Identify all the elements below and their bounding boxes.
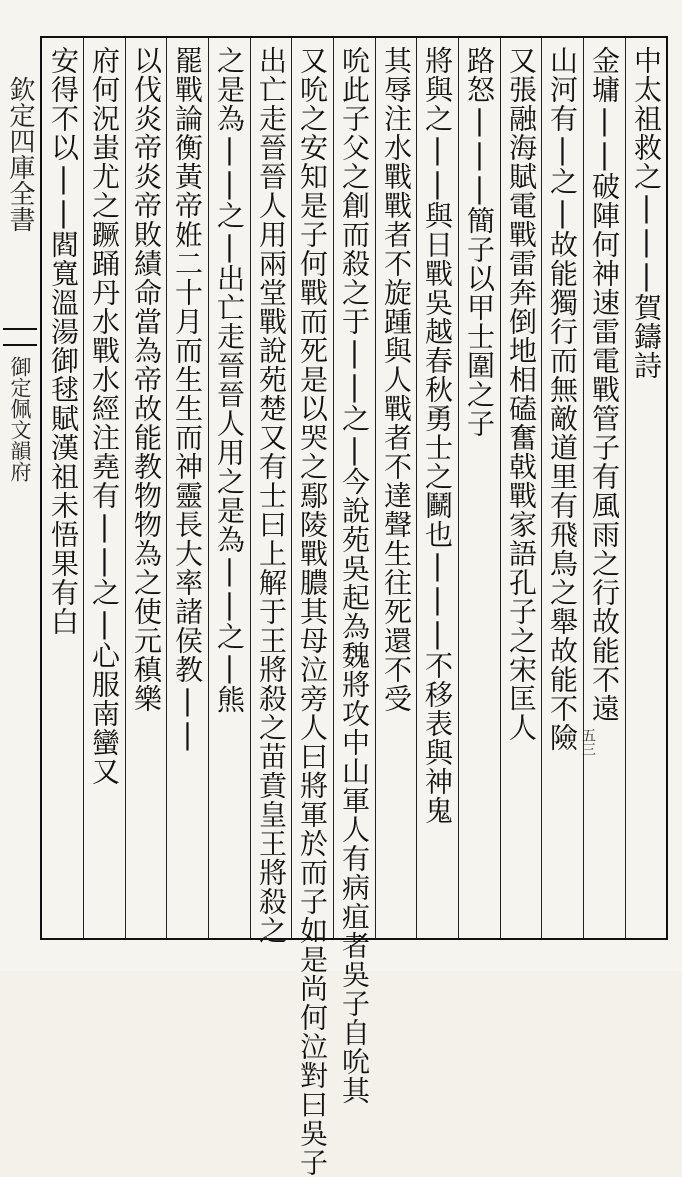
- text-column: 其辱注水戰戰者不旋踵與人戰者不達聲生往死還不受: [380, 46, 413, 713]
- gutter-volume-title: 御定佩文韻府: [8, 356, 32, 482]
- text-column: 之是為||之|出亡走晉晉人用之是為||之|熊: [213, 46, 246, 714]
- text-column: 中太祖救之|||賀鑄詩: [630, 46, 663, 380]
- text-frame: [40, 36, 668, 1177]
- text-column: 安得不以||閻寬溫湯御毬賦漢祖未悟果有白: [47, 46, 80, 636]
- text-column: 山河有|之|故能獨行而無敵道里有飛鳥之舉故能不險: [546, 46, 579, 752]
- text-column: 出亡走晉晉人用兩堂戰說苑楚又有士曰上解于王將殺之苗賁皇王將殺之: [255, 46, 288, 945]
- text-column: 以伐炎帝炎帝敗績命當為帝故能教物物為之使元稹樂: [130, 46, 163, 713]
- text-column: 路怒|||簡子以甲士圍之子: [463, 46, 496, 438]
- text-column: 金墉||破陣何神速雷電戰管子有風雨之行故能不遠: [588, 46, 621, 723]
- text-column: 吮此子父之創而殺之于||之|今說苑吳起為魏將攻中山軍人有病疽者吳子自吮其: [338, 46, 371, 1105]
- text-column: 將與之||與日戰吳越春秋勇士之鬭也|||不移表與神鬼: [421, 46, 454, 825]
- text-column: 又吮之安知是子何戰而死是以哭之鄢陵戰膿其母泣旁人曰將軍於而子如是尚何泣對曰吳子: [296, 46, 329, 1177]
- page-number: 五三: [580, 728, 596, 756]
- text-column: 府何況蚩尤之蹶踊丹水戰水經注堯有||之|心服南蠻又: [88, 46, 121, 786]
- text-column: 罷戰論衡黃帝姙二十月而生生而神靈長大率諸侯教||: [171, 46, 204, 752]
- text-column: 又張融海賦電戰雷奔倒地相磕奮戟戰家語孔子之宋匡人: [505, 46, 538, 742]
- gutter-book-title: 欽定四庫全書: [5, 76, 35, 232]
- page-margin: [0, 36, 40, 936]
- gutter-fishtail-mark: [3, 328, 37, 346]
